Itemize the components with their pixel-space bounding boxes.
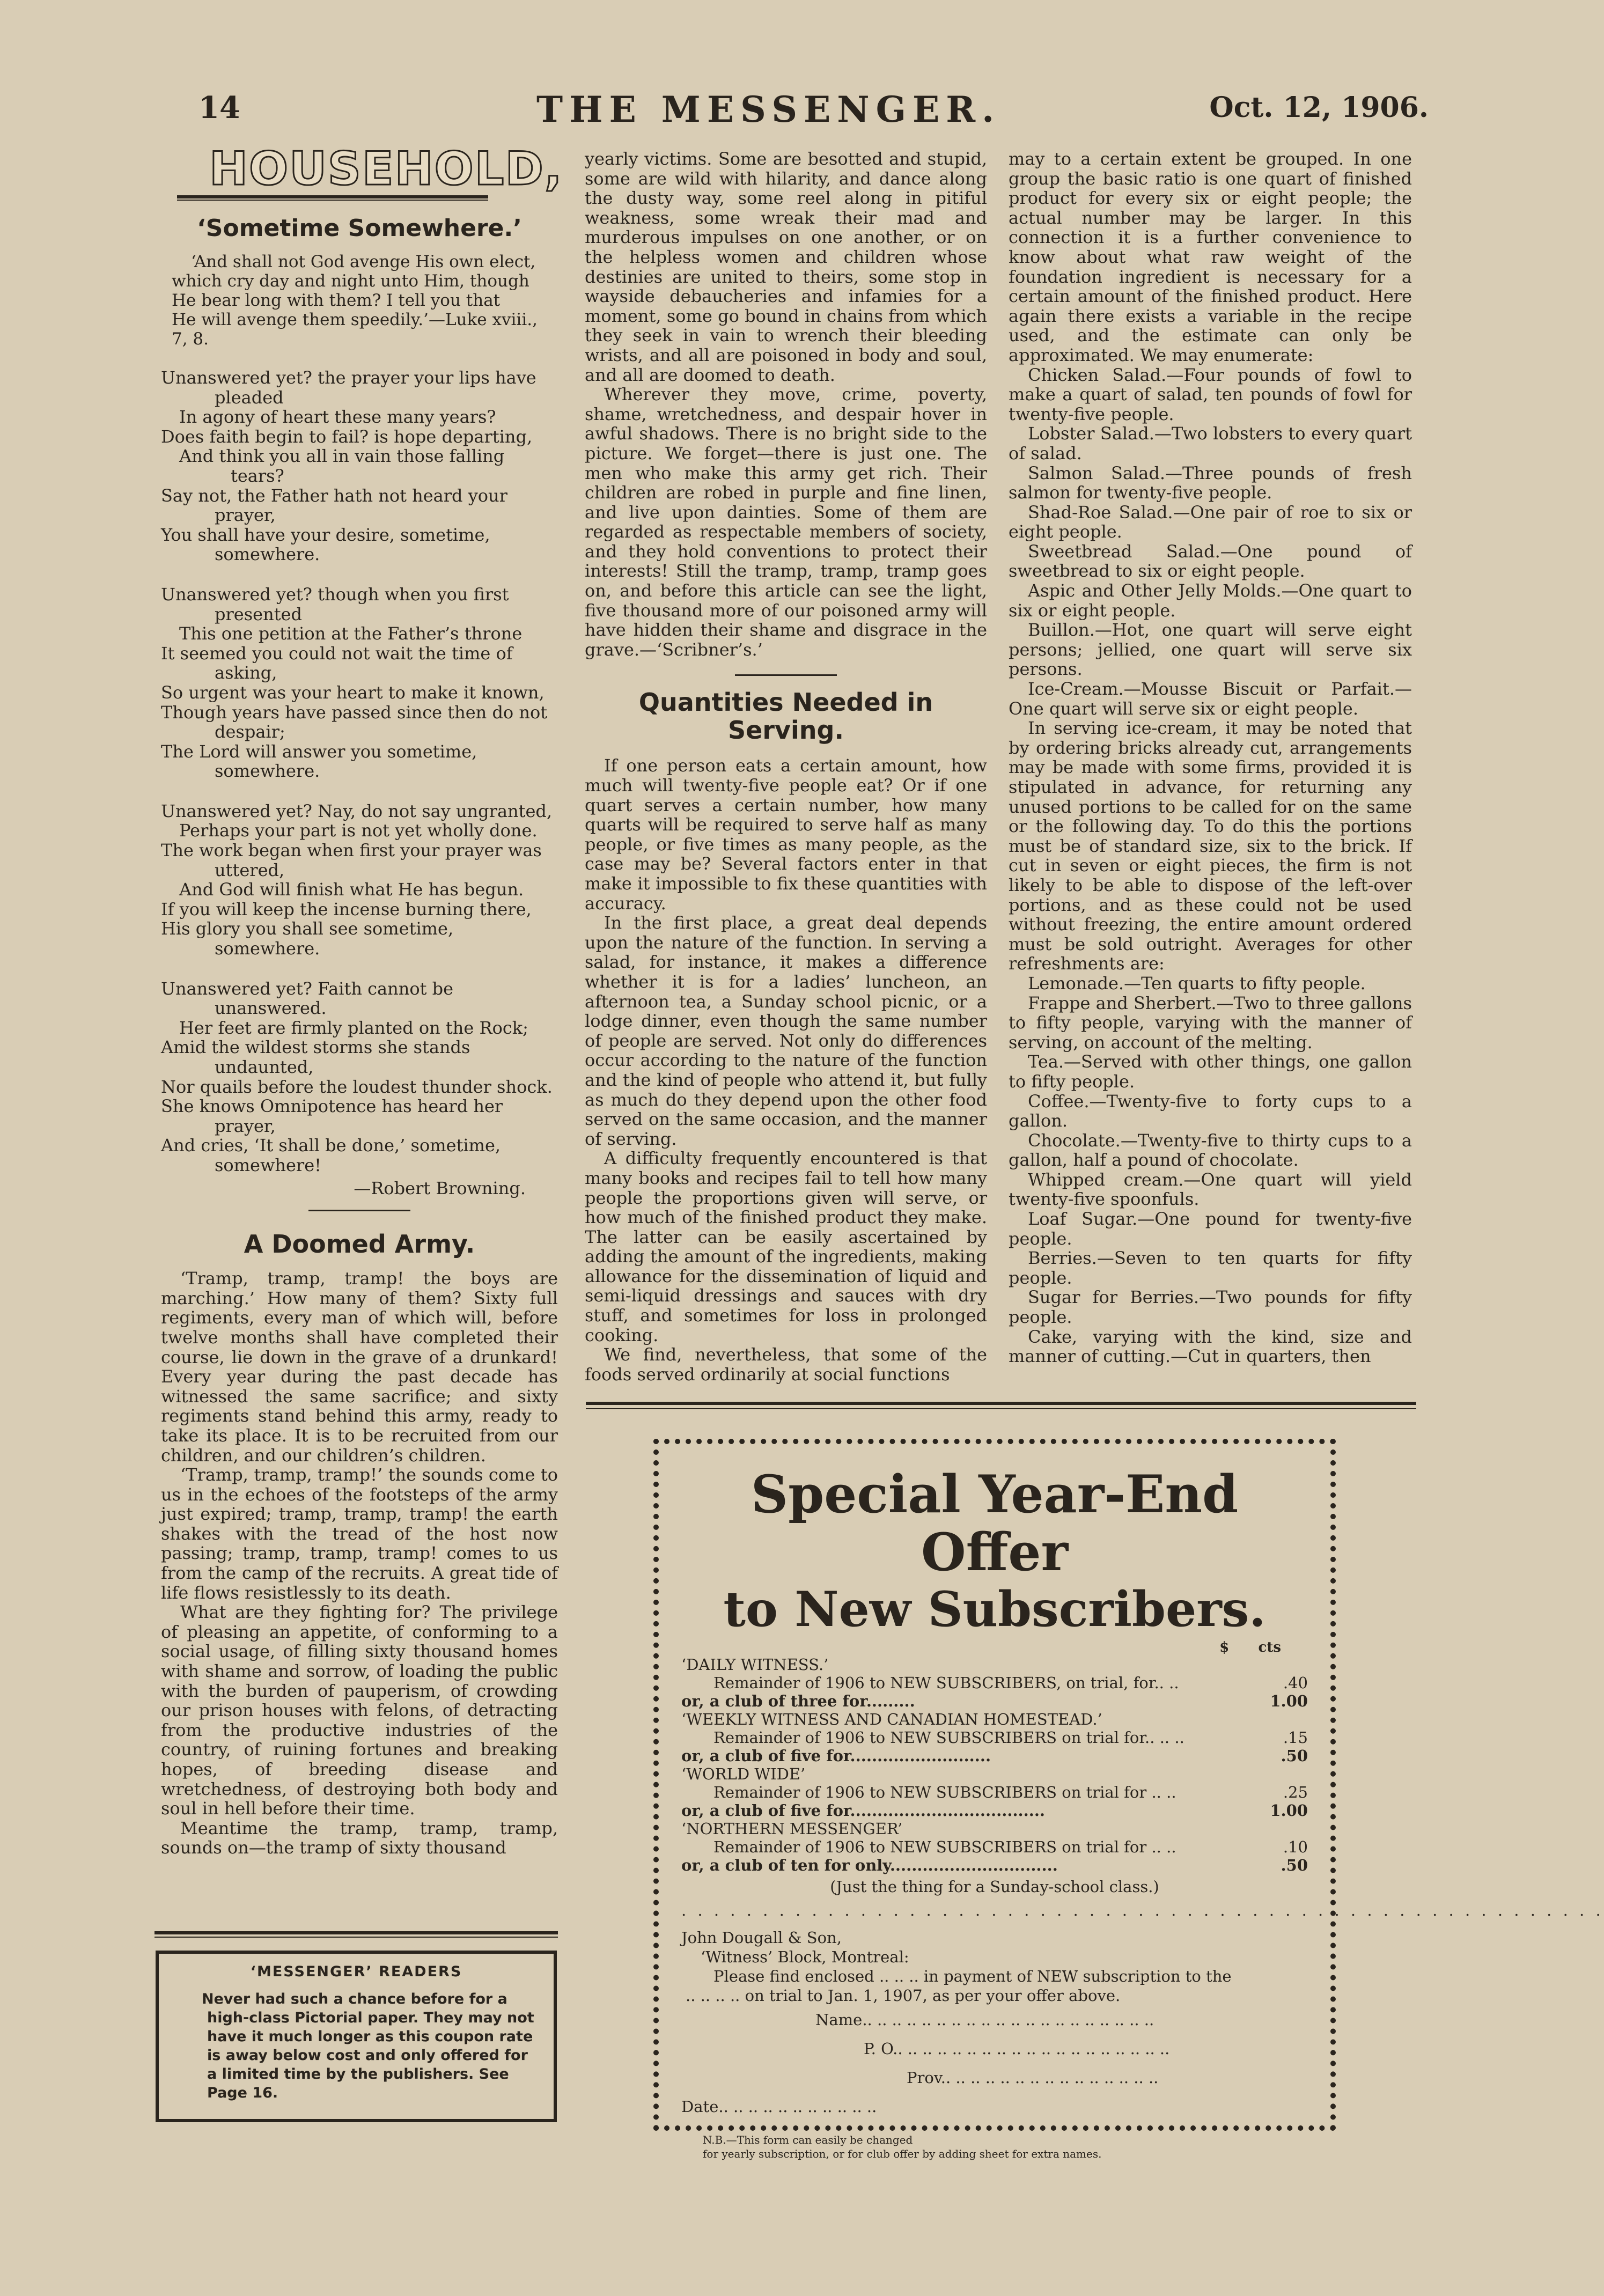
price-column-headers	[681, 1639, 1308, 1655]
verse-line: It seemed you could not wait the time of asking,	[161, 643, 513, 683]
offer-product	[681, 1820, 1308, 1874]
quantity-item: Berries.—Seven to ten quarts for fifty people.	[1009, 1248, 1412, 1288]
verse-line: Though years have passed since then do not despair;	[161, 702, 548, 742]
verse-line: Amid the wildest storms she stands undaunted,	[161, 1037, 470, 1077]
offer-footnote	[681, 2133, 1308, 2161]
section-rule	[586, 1402, 1416, 1409]
verse-line: You shall have your desire, sometime, somewhere.	[161, 524, 490, 565]
offer-product	[681, 1765, 1308, 1820]
club-label: or, a club of three for.........	[681, 1692, 915, 1710]
epigraph-line: He will avenge them speedily.’—Luke xviii.,	[172, 310, 538, 329]
doomed-army-paragraph: What are they fighting for? The privilege of pleasing an appetite, of conforming to a social usage, of filling sixty thousand homes with shame and sorrow, of loading the public with the burden of pauperism, of crowding our prison houses with felons, of detracting from the productive industries of the country, of ruining fortunes and breaking hopes, of breeding disease and wretchedness, of destroying both body and soul in hell before their time.	[161, 1602, 558, 1819]
club-label: or, a club of five for..........................	[681, 1747, 991, 1765]
verse-line: Unanswered yet? the prayer your lips have pleaded	[161, 367, 536, 408]
doomed-army-title: A Doomed Army.	[244, 1230, 475, 1259]
poem-author: —Robert Browning.	[354, 1178, 526, 1198]
column-2	[585, 149, 987, 1384]
trial-row	[681, 1728, 1308, 1747]
doomed-army-paragraph: ‘Tramp, tramp, tramp!’ the sounds come to us in the echoes of the footsteps of the army just expired; tramp, tramp, tramp! the earth shakes with the tread of the host now passing; tramp, tramp, tramp! comes to us from the camp of the recruits. A great tide of life flows resistlessly to its death.	[161, 1465, 558, 1603]
epigraph-line: which cry day and night unto Him, though	[172, 271, 529, 291]
club-price: 1.00	[1270, 1801, 1308, 1820]
masthead-title: THE MESSENGER.	[536, 89, 1001, 130]
messenger-readers-text: Never had such a chance before for a high-class Pictorial paper. They may not have it much longer as this coupon rate is away below cost and only offered for a limited time by the publishers. See Page 16.	[202, 1991, 534, 2101]
verse-line: Unanswered yet? though when you first presented	[161, 584, 509, 624]
trial-label: Remainder of 1906 to NEW SUBSCRIBERS, on trial, for.. ..	[713, 1674, 1179, 1692]
quantity-item: Sugar for Berries.—Two pounds for fifty people.	[1009, 1287, 1412, 1328]
post-office-field[interactable]: P. O.. .. .. .. .. .. .. .. .. .. .. .. .. .. .. .. .. .. ..	[864, 2040, 1170, 2058]
column-1-end-rule	[154, 1931, 558, 1938]
issue-date: Oct. 12, 1906.	[1209, 91, 1429, 124]
verse-line: Unanswered yet? Nay, do not say ungranted,	[161, 800, 553, 821]
verse-line: So urgent was your heart to make it known,	[161, 682, 545, 703]
offer-product	[681, 1655, 1308, 1710]
quantity-item: Lemonade.—Ten quarts to fifty people.	[1028, 973, 1366, 994]
club-price: .50	[1281, 1856, 1308, 1874]
verse-line: His glory you shall see sometime, somewhere.	[161, 918, 454, 959]
poem-stanza-3	[161, 801, 558, 959]
quantity-item: Lobster Salad.—Two lobsters to every quart of salad.	[1009, 423, 1412, 463]
verse-line: If you will keep the incense burning there,	[161, 899, 532, 919]
quantity-item: Aspic and Other Jelly Molds.—One quart to six or eight people.	[1009, 580, 1412, 621]
name-field[interactable]: Name.. .. .. .. .. .. .. .. .. .. .. .. .. .. .. .. .. .. .. ..	[815, 2011, 1154, 2029]
quantities-paragraph: If one person eats a certain amount, how much will twenty-five people eat? Or if one quart serves a certain number, how many quarts will be required to serve half as many people, or five times as many people, as the case may be? Several factors enter in that make it impossible to fix these quantities with accuracy.	[585, 755, 987, 914]
quantity-item: Tea.—Served with other things, one gallon to fifty people.	[1009, 1051, 1412, 1092]
trial-price: .25	[1283, 1783, 1308, 1801]
offer-product	[681, 1710, 1308, 1765]
poem-title: ‘Sometime Somewhere.’	[197, 215, 522, 242]
form-line: .. .. .. .. on trial to Jan. 1, 1907, as per your offer above.	[686, 1986, 1121, 2005]
verse-line: The work began when first your prayer was uttered,	[161, 840, 542, 880]
product-name: ‘DAILY WITNESS.’	[681, 1655, 829, 1674]
trial-price: .40	[1283, 1674, 1308, 1692]
offer-title: Special Year-End Offer	[751, 1464, 1239, 1583]
messenger-readers-box	[156, 1951, 557, 2122]
offer-subtitle: to New Subscribers.	[723, 1581, 1266, 1638]
quantity-item: Ice-Cream.—Mousse Biscuit or Parfait.—One quart will serve six or eight people.	[1009, 679, 1412, 719]
form-addressee: John Dougall & Son,	[681, 1929, 842, 1947]
subscription-offer-coupon	[653, 1439, 1604, 2160]
dollars-header: $	[1219, 1639, 1230, 1655]
doomed-army-paragraph: ‘Tramp, tramp, tramp! the boys are marching.’ How many of them? Sixty full regiments, every man of which will, before twelve months shall have completed their course, lie down in the grave of a drunkard! Every year during the past decade has witnessed the same sacrifice; and sixty regiments stand behind this army, ready to take its place. It is to be recruited from our children, and our children’s children.	[161, 1268, 558, 1466]
verse-line: In agony of heart these many years?	[179, 407, 496, 428]
trial-price: .10	[1283, 1838, 1308, 1856]
quantity-item: Salmon Salad.—Three pounds of fresh salmon for twenty-five people.	[1009, 462, 1412, 503]
verse-line: Her feet are firmly planted on the Rock;	[179, 1017, 528, 1038]
verse-line: And think you all in vain those falling tears?	[179, 446, 505, 486]
verse-line: The Lord will answer you sometime, somewhere.	[161, 741, 477, 782]
doomed-army-paragraph: Wherever they move, crime, poverty, shame, wretchedness, and despair hover in awful shadows. There is no bright side to the picture. We forget—there is just one. The men who make this army get rich. Their children are robed in purple and fine linen, and live upon dainties. Some of them are regarded as respectable members of society, and they hold conventions to protect their interests! Still the tramp, tramp, tramp goes on, and before this article can see the light, five thousand more of our poisoned army will have hidden their shame and disgrace in the grave.—‘Scribner’s.’	[585, 384, 987, 660]
quantity-item: Buillon.—Hot, one quart will serve eight persons; jellied, one quart will serve six persons.	[1009, 620, 1412, 680]
date-field[interactable]: Date.. .. .. .. .. .. .. .. .. .. ..	[681, 2098, 877, 2116]
epigraph-line: 7, 8.	[172, 329, 209, 349]
quantities-paragraph: may to a certain extent be grouped. In one group the basic ratio is one quart of finished product for every six or eight people; the actual number may be larger. In this connection it is a further convenience to know about what raw weight of the foundation ingredient is necessary for a certain amount of the finished product. Here again there exists a variable in the recipe used, and the estimate can only be approximated. We may enumerate:	[1009, 149, 1412, 365]
product-name: ‘WORLD WIDE’	[681, 1765, 806, 1783]
verse-line: And cries, ‘It shall be done,’ sometime, somewhere!	[161, 1135, 501, 1175]
quantity-item: Sweetbread Salad.—One pound of sweetbread to six or eight people.	[1009, 541, 1412, 582]
product-name: ‘NORTHERN MESSENGER’	[681, 1820, 903, 1838]
section-separator	[735, 674, 837, 678]
offer-note: (Just the thing for a Sunday-school class.)	[830, 1878, 1159, 1896]
trial-row	[681, 1783, 1308, 1801]
cents-header: cts	[1258, 1639, 1281, 1655]
quantities-paragraph: A difficulty frequently encountered is that many books and recipes fail to tell how many people the proportions given will serve, or how much of the finished product they make. The latter can be easily ascertained by adding the amount of the ingredients, making allowance for the dissemination of liquid and semi-liquid dressings and sauces with dry stuff, and sometimes for loss in prolonged cooking.	[585, 1148, 987, 1345]
quantity-item: Chocolate.—Twenty-five to thirty cups to a gallon, half a pound of chocolate.	[1009, 1130, 1412, 1171]
messenger-readers-title: ‘MESSENGER’ READERS	[250, 1963, 462, 1980]
section-separator	[308, 1210, 410, 1213]
household-rule	[177, 195, 488, 201]
order-form	[681, 1928, 1308, 2121]
verse-line: Does faith begin to fail? is hope departing,	[161, 426, 533, 447]
club-label: or, a club of five for....................................	[681, 1801, 1046, 1820]
verse-line: And God will finish what He has begun.	[179, 879, 524, 900]
poem-stanza-1	[161, 368, 558, 564]
club-row	[681, 1747, 1308, 1765]
club-price: .50	[1281, 1747, 1308, 1765]
footnote-line: N.B.—This form can easily be changed	[703, 2133, 913, 2146]
trial-price: .15	[1283, 1728, 1308, 1747]
province-field[interactable]: Prov.. .. .. .. .. .. .. .. .. .. .. .. .. .. ..	[907, 2069, 1159, 2087]
club-row	[681, 1801, 1308, 1820]
epigraph-line: ‘And shall not God avenge His own elect,	[191, 252, 536, 271]
verse-line: Say not, the Father hath not heard your prayer,	[161, 485, 507, 526]
product-name: ‘WEEKLY WITNESS AND CANADIAN HOMESTEAD.’	[681, 1710, 1102, 1728]
poem-stanza-4	[161, 979, 558, 1175]
form-line: Please find enclosed .. .. .. in payment of NEW subscription to the	[713, 1967, 1232, 1985]
quantity-item: Coffee.—Twenty-five to forty cups to a gallon.	[1009, 1091, 1412, 1131]
club-row	[681, 1692, 1308, 1710]
club-price: 1.00	[1270, 1692, 1308, 1710]
verse-line: She knows Omnipotence has heard her prayer,	[161, 1096, 503, 1136]
quantity-item: Whipped cream.—One quart will yield twenty-five spoonfuls.	[1009, 1169, 1412, 1210]
form-address: ‘Witness’ Block, Montreal:	[701, 1948, 909, 1966]
footnote-line: for yearly subscription, or for club offer by adding sheet for extra names.	[703, 2147, 1102, 2160]
trial-label: Remainder of 1906 to NEW SUBSCRIBERS on trial for .. ..	[713, 1838, 1176, 1856]
poem-stanza-2	[161, 585, 558, 781]
quantities-title: Quantities Needed in Serving.	[638, 688, 933, 745]
verse-line: Nor quails before the loudest thunder shock.	[161, 1076, 553, 1097]
quantity-item: Shad-Roe Salad.—One pair of roe to six or eight people.	[1009, 502, 1412, 542]
dotted-divider: . . . . . . . . . . . . . . . . . . . . . . . . . . . . . . . . . . . . . . . . . . . . . . . . . . . . . . . . .	[681, 1901, 1604, 1919]
verse-line: This one petition at the Father’s throne	[179, 623, 523, 644]
verse-line: Perhaps your part is not yet wholly done.	[179, 820, 538, 841]
quantities-paragraph: In the first place, a great deal depends upon the nature of the function. In serving a salad, for instance, it makes a difference whether it is for a ladies’ luncheon, an afternoon tea, a Sunday school picnic, or a lodge dinner, even though the same number of people are served. Not only do differences occur according to the nature of the function and the kind of people who attend it, but fully as much do they depend upon the other food served on the same occasion, and the manner of serving.	[585, 912, 987, 1149]
trial-label: Remainder of 1906 to NEW SUBSCRIBERS on trial for .. ..	[713, 1783, 1176, 1801]
quantity-item: Loaf Sugar.—One pound for twenty-five people.	[1009, 1209, 1412, 1249]
column-1	[161, 142, 563, 1858]
verse-line: Unanswered yet? Faith cannot be unanswered.	[161, 978, 454, 1019]
trial-label: Remainder of 1906 to NEW SUBSCRIBERS on trial for.. .. ..	[713, 1728, 1184, 1747]
quantities-paragraph: We find, nevertheless, that some of the foods served ordinarily at social functions	[585, 1344, 987, 1385]
club-row	[681, 1856, 1308, 1874]
club-label: or, a club of ten for only...............................	[681, 1856, 1058, 1874]
quantity-item: Cake, varying with the kind, size and manner of cutting.—Cut in quarters, then	[1009, 1326, 1412, 1367]
quantity-item: Frappe and Sherbert.—Two to three gallons to fifty people, varying with the manner of serving, on account of the melting.	[1009, 992, 1412, 1053]
trial-row	[681, 1838, 1308, 1856]
quantities-paragraph: In serving ice-cream, it may be noted that by ordering bricks already cut, arrangements may be made with some firms, provided it is stipulated in advance, for returning any unused portions to be called for on the same or the following day. To do this the portions must be of standard size, six to the brick. If cut in seven or eight pieces, the firm is not likely to be able to dispose of the left-over portions, and as these could not be used without freezing, the entire amount ordered must be sold outright. Averages for other refreshments are:	[1009, 718, 1412, 974]
column-3	[1009, 149, 1412, 1366]
quantity-item: Chicken Salad.—Four pounds of fowl to make a quart of salad, ten pounds of fowl for twenty-five people.	[1009, 364, 1412, 424]
doomed-army-paragraph: yearly victims. Some are besotted and stupid, some are wild with hilarity, and dance along the dusty way, some reel along in pitiful weakness, some wreak their mad and murderous impulses on one another, or on the helpless women and children whose destinies are united to theirs, some stop in wayside debaucheries and infamies for a moment, some go bound in chains from which they seek in vain to wrench their bleeding wrists, and all are poisoned in body and soul, and all are doomed to death.	[585, 149, 987, 385]
page-number: 14	[198, 90, 240, 126]
trial-row	[681, 1674, 1308, 1692]
poem-epigraph	[172, 252, 558, 349]
doomed-army-paragraph: Meantime the tramp, tramp, tramp, sounds on—the tramp of sixty thousand	[161, 1817, 558, 1858]
household-heading: HOUSEHOLD,	[209, 142, 563, 196]
epigraph-line: He bear long with them? I tell you that	[172, 291, 501, 310]
